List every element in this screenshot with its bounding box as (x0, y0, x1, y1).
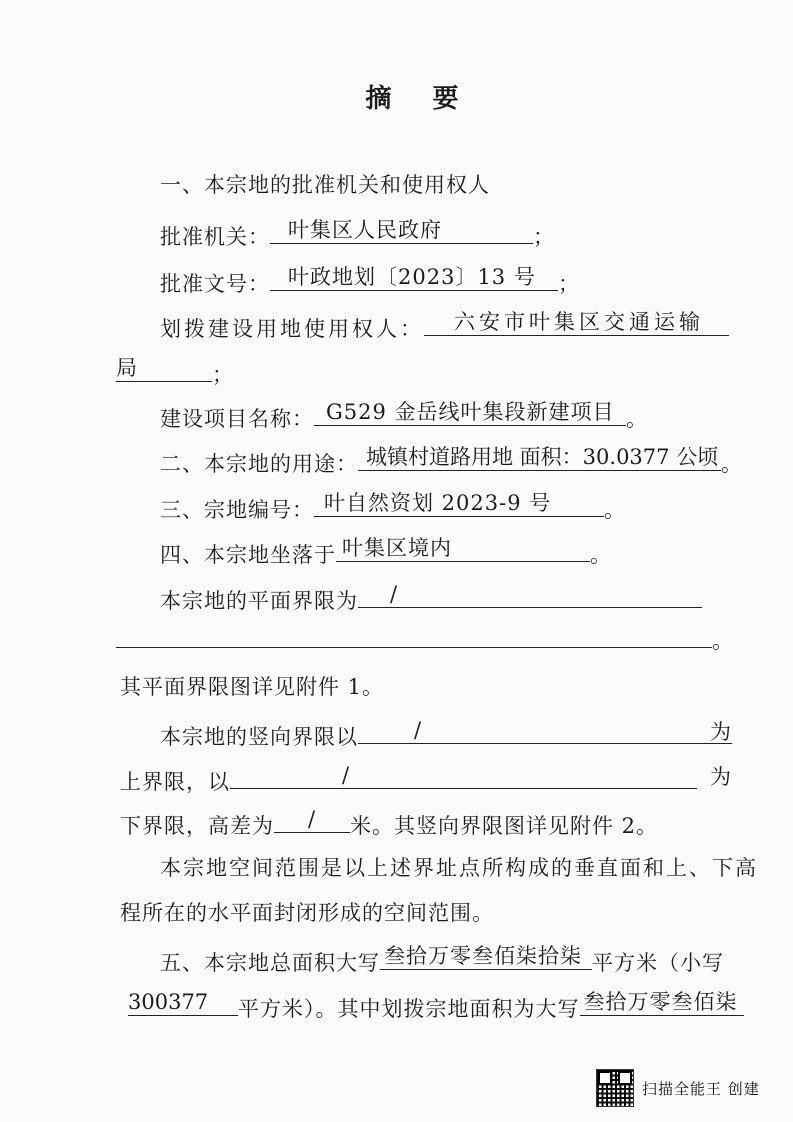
area-value-upper: 叁拾万零叁佰柒拾柒 (380, 943, 592, 970)
approver-label: 批准机关： (160, 225, 270, 249)
area-line-2 (128, 989, 744, 1024)
project-value: G529 金岳线叶集段新建项目 (314, 399, 626, 426)
project-label: 建设项目名称： (160, 407, 314, 431)
doc-no-line (160, 264, 580, 299)
approver-end: ； (533, 225, 555, 249)
location-end: 。 (590, 543, 612, 567)
lower-limit-label: 下界限，高差为 (120, 814, 274, 838)
area-line-1 (160, 943, 724, 978)
user-line (160, 309, 729, 344)
location-value: 叶集区境内 (336, 535, 590, 562)
user-line-2 (116, 355, 234, 390)
user-value-2: 局 (116, 355, 212, 382)
approver-line (160, 217, 555, 252)
usage-value: 城镇村道路用地 面积：30.0377 公顷 (358, 444, 721, 471)
location-line (160, 535, 612, 570)
doc-no-value: 叶政地划〔2023〕13 号 (270, 264, 558, 291)
vertical-line-1 (160, 717, 732, 752)
vertical-wei-1: 为 (710, 720, 732, 744)
vertical-line-2 (120, 762, 697, 797)
plane-line-2 (116, 626, 734, 656)
parcel-line (160, 490, 626, 525)
project-end: 。 (626, 407, 648, 431)
vertical-label: 本宗地的竖向界限以 (160, 725, 358, 749)
usage-label: 二、本宗地的用途： (160, 452, 358, 476)
area-label: 五、本宗地总面积大写 (160, 951, 380, 975)
parcel-end: 。 (604, 498, 626, 522)
area-value-lower: 300377 (128, 989, 238, 1016)
qr-code-icon (596, 1069, 634, 1107)
user-end: ； (212, 363, 234, 387)
area-tail: 平方米）。其中划拨宗地面积为大写 (238, 997, 580, 1021)
upper-limit-value: / (358, 717, 732, 744)
plane-end: 。 (712, 629, 734, 653)
plane-label: 本宗地的平面界限为 (160, 589, 358, 613)
location-label: 四、本宗地坐落于 (160, 543, 336, 567)
user-value-1: 六安市叶集区交通运输 (424, 309, 729, 336)
approver-value: 叶集区人民政府 (270, 217, 533, 244)
vertical-wei-2: 为 (710, 765, 732, 789)
scanner-watermark (596, 1066, 786, 1110)
user-label: 划拨建设用地使用权人： (160, 317, 424, 341)
usage-end: 。 (721, 452, 743, 476)
parcel-value: 叶自然资划 2023-9 号 (314, 490, 604, 517)
area-value-upper-2: 叁拾万零叁佰柒 (580, 989, 744, 1016)
plane-note: 其平面界限图详见附件 1。 (120, 675, 385, 699)
lower-limit-value: / (230, 762, 697, 789)
page-title: 摘 要 (365, 84, 475, 114)
project-line (160, 399, 648, 434)
plane-blank (116, 647, 712, 648)
watermark-text: 扫描全能王 创建 (642, 1079, 760, 1098)
vertical-tail: 米。其竖向界限图详见附件 2。 (350, 814, 659, 838)
height-diff-value: / (274, 806, 350, 833)
doc-no-label: 批准文号： (160, 272, 270, 296)
usage-line (160, 444, 743, 479)
vertical-line-3 (120, 806, 658, 841)
area-unit: 平方米（小写 (592, 951, 724, 975)
space-line-2: 程所在的水平面封闭形成的空间范围。 (120, 901, 494, 925)
plane-value: / (358, 581, 702, 608)
plane-line (160, 581, 702, 616)
space-line-1: 本宗地空间范围是以上述界址点所构成的垂直面和上、下高 (160, 856, 758, 880)
doc-no-end: ； (558, 272, 580, 296)
section-1-heading: 一、本宗地的批准机关和使用权人 (160, 173, 490, 197)
upper-limit-label: 上界限，以 (120, 770, 230, 794)
parcel-label: 三、宗地编号： (160, 498, 314, 522)
